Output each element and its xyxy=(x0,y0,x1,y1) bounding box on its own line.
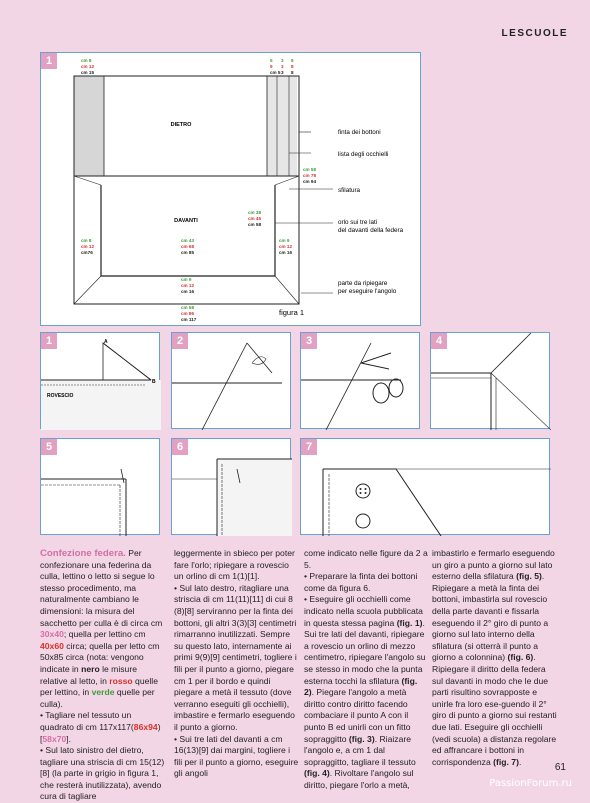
svg-text:A: A xyxy=(104,339,108,345)
step-5-panel xyxy=(40,438,160,535)
step-number: 5 xyxy=(41,439,57,455)
step-number: 4 xyxy=(431,333,447,349)
svg-text:cm 58: cm 58 xyxy=(181,305,195,310)
svg-text:3: 3 xyxy=(281,70,284,75)
svg-text:cm 58: cm 58 xyxy=(303,167,317,172)
page-number: 61 xyxy=(554,762,566,773)
svg-text:cm 12: cm 12 xyxy=(279,244,293,249)
svg-text:cm 94: cm 94 xyxy=(303,179,317,184)
svg-text:cm 12: cm 12 xyxy=(181,283,195,288)
svg-text:cm 86: cm 86 xyxy=(181,311,195,316)
step-2-diagram xyxy=(172,333,292,430)
svg-text:cm 43: cm 43 xyxy=(181,238,195,243)
figure-caption: figura 1 xyxy=(279,308,305,317)
svg-text:8: 8 xyxy=(291,58,294,63)
svg-text:8: 8 xyxy=(291,70,294,75)
svg-text:cm 8: cm 8 xyxy=(81,238,92,243)
svg-text:9: 9 xyxy=(270,64,273,69)
watermark: PassionForum.ru xyxy=(489,778,572,789)
callout-sfilatura: sfilatura xyxy=(338,187,361,194)
scissors-icon xyxy=(301,333,421,430)
step-2-panel xyxy=(171,332,291,429)
svg-text:5: 5 xyxy=(270,58,273,63)
svg-text:cm 9: cm 9 xyxy=(181,277,192,282)
svg-text:8: 8 xyxy=(291,64,294,69)
callout-lista-occhielli: lista degli occhielli xyxy=(338,151,389,158)
svg-text:per eseguire l'angolo: per eseguire l'angolo xyxy=(338,288,397,295)
svg-text:cm 8: cm 8 xyxy=(81,58,92,63)
svg-text:del davanti della federa: del davanti della federa xyxy=(338,227,404,234)
button-icon xyxy=(356,484,370,498)
step-7-panel xyxy=(300,438,550,535)
svg-text:cm 45: cm 45 xyxy=(248,216,262,221)
figure-1-diagram xyxy=(41,53,422,327)
step-1-diagram xyxy=(41,333,161,430)
svg-text:cm76: cm76 xyxy=(81,250,93,255)
step-4-panel xyxy=(430,332,550,429)
section-header: LESCUOLE xyxy=(501,28,568,39)
svg-text:cm 12: cm 12 xyxy=(81,244,95,249)
svg-text:3: 3 xyxy=(281,58,284,63)
step-5-diagram xyxy=(41,439,161,536)
unused-strip-left xyxy=(74,76,104,176)
section-title: Confezione federa. xyxy=(40,548,126,559)
svg-text:cm 58: cm 58 xyxy=(248,222,262,227)
svg-text:cm 16: cm 16 xyxy=(181,289,195,294)
svg-text:B: B xyxy=(152,379,156,385)
step-1-panel xyxy=(40,332,160,429)
svg-text:cm 5: cm 5 xyxy=(270,70,281,75)
svg-text:ROVESCIO: ROVESCIO xyxy=(47,393,74,399)
step-number: 2 xyxy=(172,333,188,349)
svg-text:cm 15: cm 15 xyxy=(81,70,95,75)
svg-text:cm 117: cm 117 xyxy=(181,317,197,322)
svg-text:cm 68: cm 68 xyxy=(181,244,195,249)
text-column-1: Confezione federa. Per confezionare una federina da culla, lettino o letto si segue lo stesso procedimento, ma naturalmente cambiano le dimensioni: la misura del sacchetto per culla è di circa cm 30x40; quella per lettino cm 40x60 circa; quella per letto cm 50x85 circa (nota: vengono indicate in nero le misure relative al letto, in rosso quelle per lettino, in verde quelle per culla). • Tagliare nel tessuto un quadrato di cm 117x117(86x94)[58x70]. • Sul lato sinistro del dietro, tagliare una striscia di cm 15(12)[8] (la parte in grigio in figura 1, che resterà inutilizzata), avendo cura di tagliare xyxy=(40,548,165,802)
svg-text:3: 3 xyxy=(281,64,284,69)
figure-1-panel xyxy=(40,52,421,326)
callout-orlo: orlo sui tre lati xyxy=(338,219,378,226)
step-7-diagram xyxy=(301,439,551,536)
unused-strip-right xyxy=(267,76,297,176)
step-3-panel xyxy=(300,332,420,429)
step-number: 3 xyxy=(301,333,317,349)
step-number: 7 xyxy=(301,439,317,455)
text-column-4: imbastirlo e fermarlo eseguendo un giro a punto a giorno sul lato esterno della sfilatura (fig. 5). Ripiegare a metà la finta dei bottoni, imbastirla sul rovescio della parte davanti e fissarla eseguendo il 2° giro di punto a giorno sul lato interno della sfilatura (si otterrà il punto a giorno a colonnina) (fig. 6). Ripiegare il diritto della federa sul davanti in modo che le due parti risultino sovrapposte e unirle fra loro ese-guendo il 2° giro di punto a giorno sui restanti due lati. Eseguire gli occhielli (vedi scuola) a distanza regolare ed affrancare i bottoni in corrispondenza (fig. 7). xyxy=(432,548,557,767)
svg-text:cm 16: cm 16 xyxy=(279,250,293,255)
step-6-diagram xyxy=(172,439,292,536)
text-column-3: come indicato nelle figure da 2 a 5. • Preparare la finta dei bottoni come da figura 6. • Eseguire gli occhielli come indicato nella scuola pubblicata in questa stessa pagina (fig. 1). Sui tre lati del davanti, ripiegare a rovescio un orlino di mezzo centimetro, ripiegare l'angolo su se stesso in modo che la punta esterna tocchi la sfilatura (fig. 2). Piegare l'angolo a metà diritto contro diritto facendo combaciare il punto A con il punto B ed unirli con un fitto sopraggitto (fig. 3). Riaizare l'angolo e, a cm 1 dal sopraggitto, tagliare il tessuto (fig. 4). Rivoltare l'angolo sul diritto, piegare l'orlo a metà, xyxy=(304,548,428,790)
svg-text:cm 12: cm 12 xyxy=(81,64,95,69)
callout-parte-ripiegare: parte da ripiegare xyxy=(338,280,388,287)
svg-text:cm 78: cm 78 xyxy=(303,173,317,178)
figure-number: 1 xyxy=(41,53,57,69)
step-number: 1 xyxy=(41,333,57,349)
step-number: 6 xyxy=(172,439,188,455)
step-4-diagram xyxy=(431,333,551,430)
figure-label-dietro: DIETRO xyxy=(170,122,192,128)
figure-label-davanti: DAVANTI xyxy=(174,218,198,224)
svg-text:cm 85: cm 85 xyxy=(181,250,195,255)
text-column-2: leggermente in sbieco per poter fare l'orlo; ripiegare a rovescio un orlino di cm 1(1)[1]. • Sul lato destro, ritagliare una striscia di cm 11(11)[11] di cui 8 (8)[8] serviranno per la finta dei bottoni, gli altri 3(3)[3] centimetri rimarranno inutilizzati. Sempre su questo lato, internamente ai primi 9(9)[9] centimetri, togliere i fili per il punto a giorno, piegare cm 1 per il bordo e quindi piegare a metà il tessuto (dove verranno eseguiti gli occhielli), imbastire e fermarlo eseguendo il punto a giorno. • Sui tre lati del davanti a cm 16(13)[9] dai margini, togliere i fili per il punto a giorno, eseguire gli angoli xyxy=(174,548,299,779)
callout-finta-bottoni: finta dei bottoni xyxy=(338,129,381,136)
svg-text:cm 9: cm 9 xyxy=(279,238,290,243)
step-6-panel xyxy=(171,438,291,535)
svg-text:cm 38: cm 38 xyxy=(248,210,262,215)
button-icon xyxy=(356,514,370,528)
